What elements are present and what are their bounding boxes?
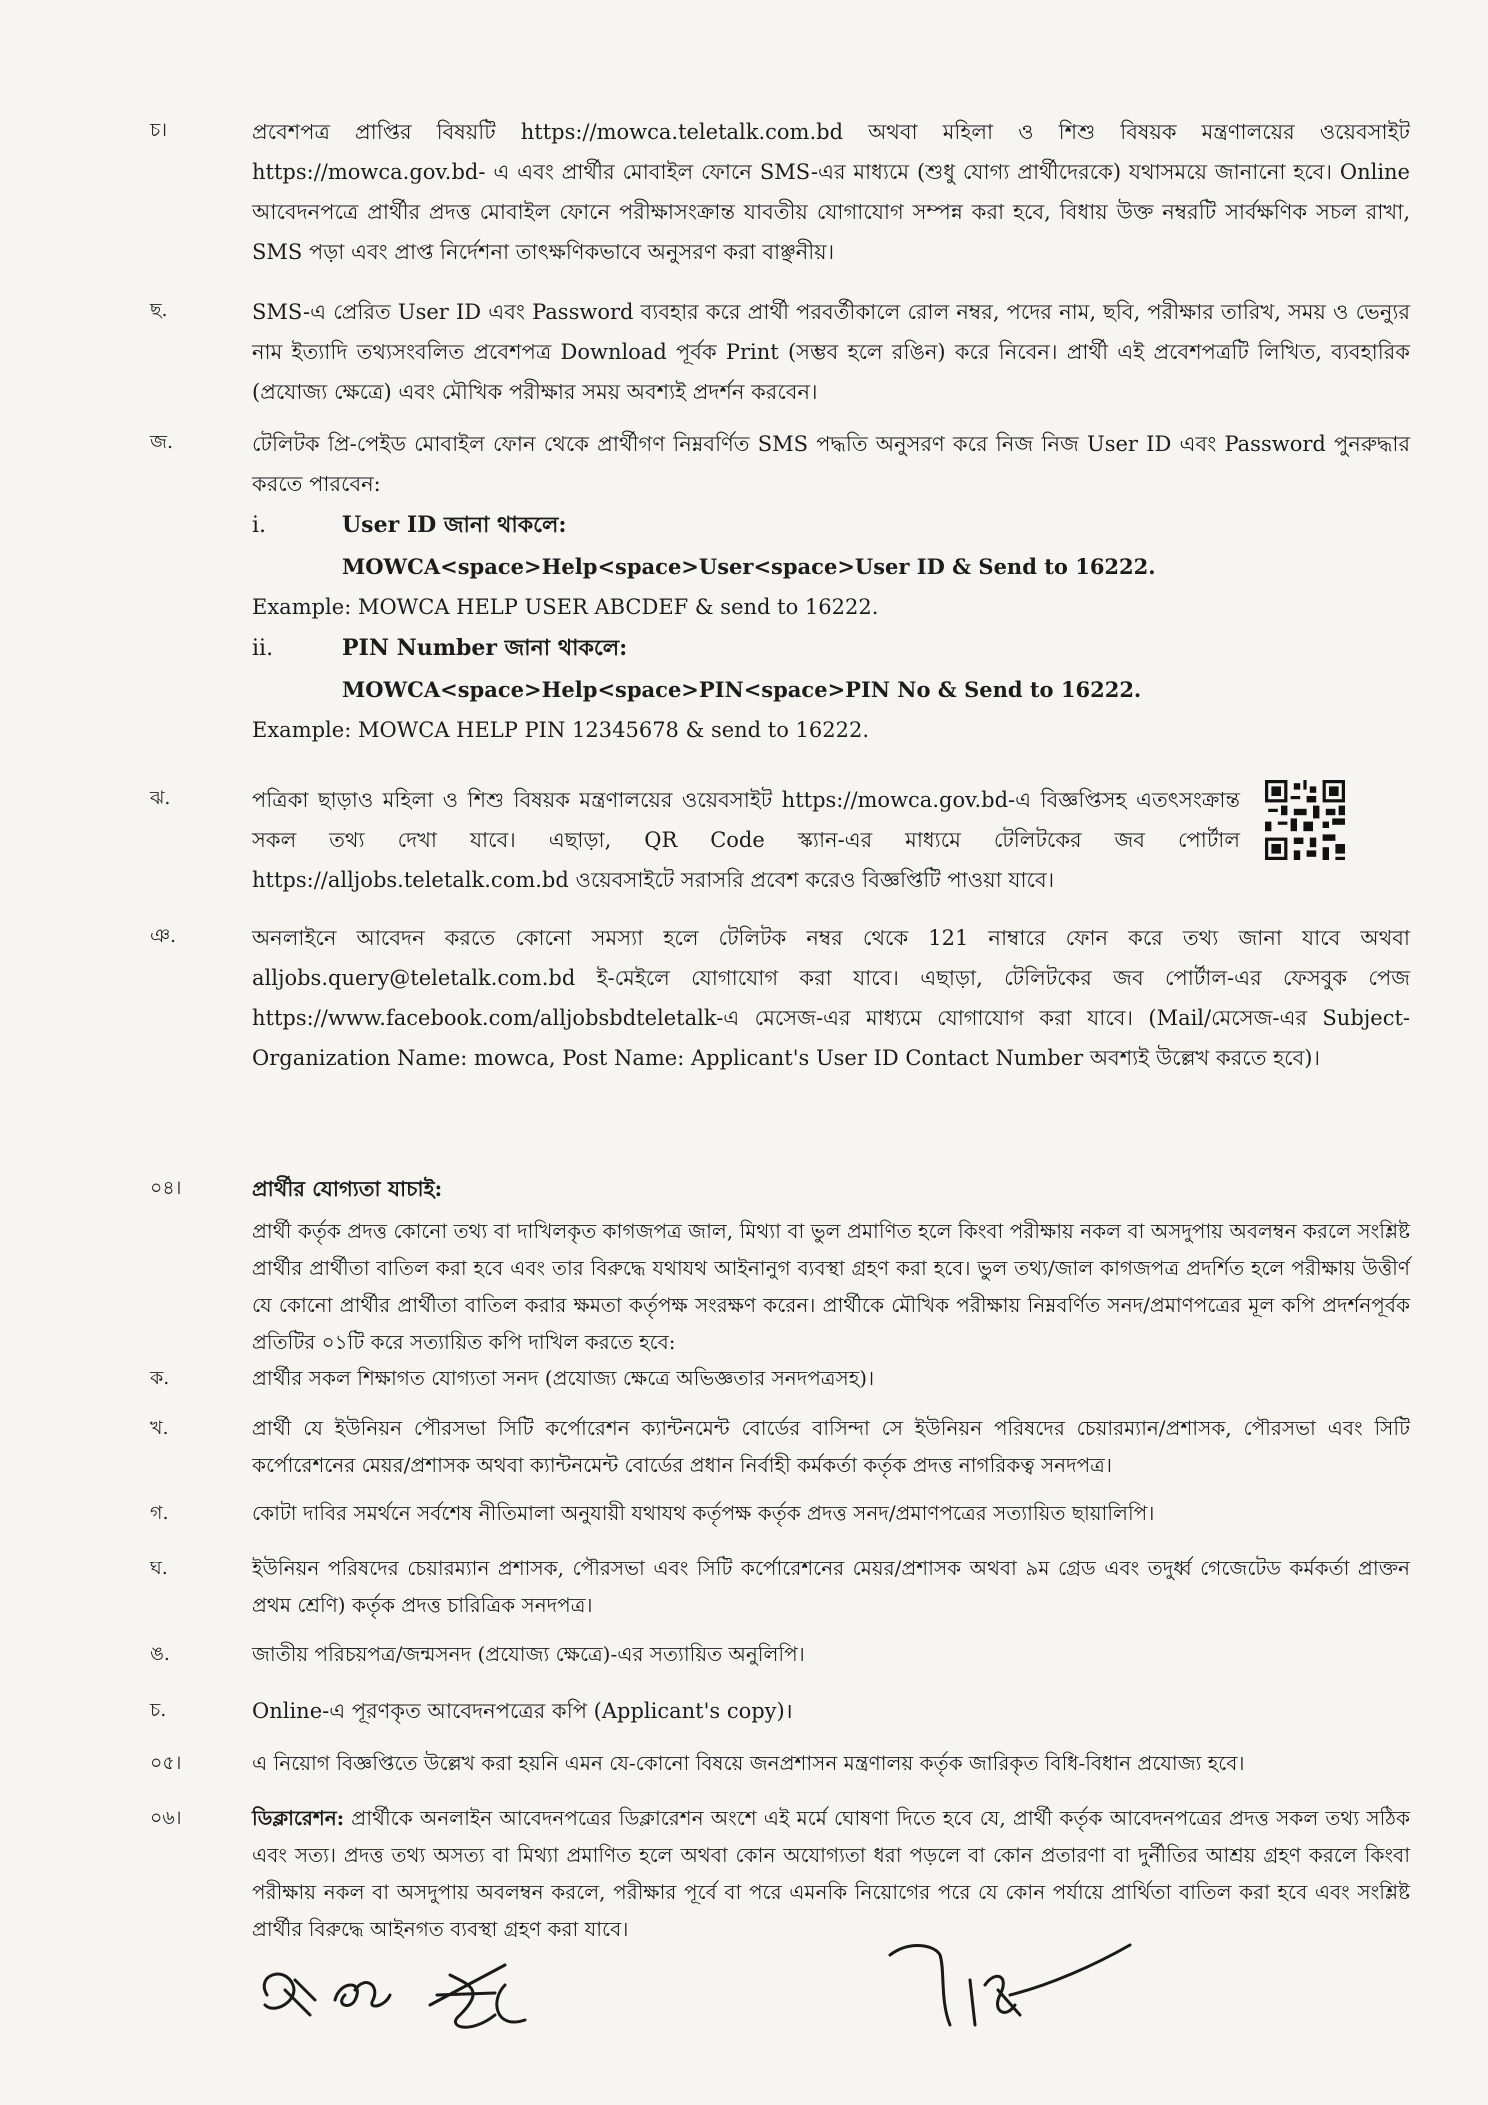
list-marker: চ. bbox=[150, 1699, 167, 1721]
list-text: প্রার্থী যে ইউনিয়ন পৌরসভা সিটি কর্পোরেশন ক্যান্টনমেন্ট বোর্ডের বাসিন্দা সে ইউনিয়ন পরিষদের চেয়ারম্যান/প্রশাসক, পৌরসভা এবং সিটি কর্পোরেশনের মেয়র/প্রশাসক অথবা ক্যান্টনমেন্ট বোর্ডের প্রধান নির্বাহী কর্মকর্তা কর্তৃক প্রদত্ত নাগরিকত্ব সনদপত্র। bbox=[252, 1416, 1410, 1477]
list-marker: ক. bbox=[150, 1367, 170, 1389]
signature-1-icon bbox=[264, 1974, 315, 2015]
list-text: Online-এ পূরণকৃত আবেদনপত্রের কপি (Applicant's copy)। bbox=[252, 1699, 793, 1723]
doc-item-cha bbox=[150, 1692, 1410, 1730]
signature-4-icon bbox=[880, 1925, 1140, 2035]
signature-2-icon bbox=[335, 1983, 390, 2006]
clause-cha bbox=[150, 112, 1410, 272]
signatures-group bbox=[255, 1945, 605, 2045]
clause-ja bbox=[150, 424, 1410, 750]
list-marker: ঙ. bbox=[150, 1643, 170, 1665]
list-marker: গ. bbox=[150, 1502, 169, 1524]
signature-3-icon bbox=[430, 1965, 525, 2027]
clause-marker: ঞ. bbox=[150, 925, 177, 947]
section-number: ০৪। bbox=[150, 1177, 182, 1199]
clause-marker: চ। bbox=[150, 119, 168, 141]
list-text: জাতীয় পরিচয়পত্র/জন্মসনদ (প্রযোজ্য ক্ষেত্রে)-এর সত্যায়িত অনুলিপি। bbox=[252, 1642, 805, 1666]
list-marker: খ. bbox=[150, 1417, 169, 1439]
doc-item-nga bbox=[150, 1636, 1410, 1673]
sub-label: i. bbox=[252, 513, 267, 538]
section-number: ০৬। bbox=[150, 1807, 182, 1829]
doc-item-gha bbox=[150, 1550, 1410, 1624]
declaration-label: ডিক্লারেশন: bbox=[252, 1806, 345, 1830]
clause-text: অনলাইনে আবেদন করতে কোনো সমস্যা হলে টেলিটক নম্বর থেকে 121 নাম্বারে ফোন করে তথ্য জানা যাবে অথবা alljobs.query@teletalk.com.bd ই-মেইলে যোগাযোগ করা যাবে। এছাড়া, টেলিটকের জব পোর্টাল-এর ফেসবুক পেজ https://www.facebook.com/alljobsbdteletalk-এ মেসেজ-এর মাধ্যমে যোগাযোগ করা যাবে। (Mail/মেসেজ-এর Subject- Organization Name: mowca, Post Name: Applicant's User ID Contact Number অবশ্যই উল্লেখ করতে হবে)। bbox=[252, 926, 1410, 1070]
clause-text: টেলিটক প্রি-পেইড মোবাইল ফোন থেকে প্রার্থীগণ নিম্নবর্ণিত SMS পদ্ধতি অনুসরণ করে নিজ নিজ User ID এবং Password পুনরুদ্ধার করতে পারবেন: bbox=[252, 432, 1410, 496]
clause-marker: জ. bbox=[150, 431, 174, 453]
declaration-text: প্রার্থীকে অনলাইন আবেদনপত্রের ডিক্লারেশন অংশে এই মর্মে ঘোষণা দিতে হবে যে, প্রার্থী কর্তৃক আবেদনপত্রের প্রদত্ত সকল তথ্য সঠিক এবং সত্য। প্রদত্ত তথ্য অসত্য বা মিথ্যা প্রমাণিত হলে অথবা কোন অযোগ্যতা ধরা পড়লে বা কোন প্রতারণা বা দুর্নীতির আশ্রয় গ্রহণ করলে কিংবা পরীক্ষায় নকল বা অসদুপায় অবলম্বন করলে, পরীক্ষার পূর্বে বা পরে এমনকি নিয়োগের পরে যে কোন পর্যায়ে প্রার্থিতা বাতিল করা হবে এবং সংশ্লিষ্ট প্রার্থীর বিরুদ্ধে আইনগত ব্যবস্থা গ্রহণ করা যাবে। bbox=[252, 1806, 1410, 1941]
sub-item-pin bbox=[252, 627, 1410, 670]
sub-title: User ID জানা থাকলে: bbox=[342, 512, 567, 538]
sub-label: ii. bbox=[252, 636, 274, 661]
sms-example-pin: Example: MOWCA HELP PIN 12345678 & send to 16222. bbox=[252, 718, 870, 742]
clause-text: পত্রিকা ছাড়াও মহিলা ও শিশু বিষয়ক মন্ত্রণালয়ের ওয়েবসাইট https://mowca.gov.bd-এ বিজ্ঞপ্তিসহ এতৎসংক্রান্ত সকল তথ্য দেখা যাবে। এছাড়া, QR Code স্ক্যান-এর মাধ্যমে টেলিটকের জব পোর্টাল https://alljobs.teletalk.com.bd ওয়েবসাইটে সরাসরি প্রবেশ করেও বিজ্ঞপ্তিটি পাওয়া যাবে। bbox=[252, 788, 1240, 892]
sub-item-user-id bbox=[252, 504, 1410, 547]
section-04-intro: প্রার্থী কর্তৃক প্রদত্ত কোনো তথ্য বা দাখিলকৃত কাগজপত্র জাল, মিথ্যা বা ভুল প্রমাণিত হলে কিংবা পরীক্ষায় নকল বা অসদুপায় অবলম্বন করলে সংশ্লিষ্ট প্রার্থীর প্রার্থীতা বাতিল করা হবে এবং তার বিরুদ্ধে যথাযথ আইনানুগ ব্যবস্থা গ্রহণ করা হবে। ভুল তথ্য/জাল কাগজপত্র প্রদর্শিত হলে পরীক্ষায় উত্তীর্ণ যে কোনো প্রার্থীর প্রার্থীতা বাতিল করার ক্ষমতা কর্তৃপক্ষ সংরক্ষণ করেন। প্রার্থীকে মৌখিক পরীক্ষায় নিম্নবর্ণিত সনদ/প্রমাণপত্রের মূল কপি প্রদর্শনপূর্বক প্রতিটির ০১টি করে সত্যায়িত কপি দাখিল করতে হবে: bbox=[252, 1219, 1410, 1354]
list-text: প্রার্থীর সকল শিক্ষাগত যোগ্যতা সনদ (প্রযোজ্য ক্ষেত্রে অভিজ্ঞতার সনদপত্রসহ)। bbox=[252, 1366, 875, 1390]
qr-code-icon bbox=[1265, 780, 1345, 860]
clause-text: SMS-এ প্রেরিত User ID এবং Password ব্যবহার করে প্রার্থী পরবর্তীকালে রোল নম্বর, পদের নাম, ছবি, পরীক্ষার তারিখ, সময় ও ভেন্যুর নাম ইত্যাদি তথ্যসংবলিত প্রবেশপত্র Download পূর্বক Print (সম্ভব হলে রঙিন) করে নিবেন। প্রার্থী এই প্রবেশপত্রটি লিখিত, ব্যবহারিক (প্রযোজ্য ক্ষেত্রে) এবং মৌখিক পরীক্ষার সময় অবশ্যই প্রদর্শন করবেন। bbox=[252, 300, 1410, 404]
section-05 bbox=[150, 1745, 1410, 1782]
clause-marker: ঝ. bbox=[150, 787, 171, 809]
doc-item-ka bbox=[150, 1360, 1410, 1397]
doc-item-kha bbox=[150, 1410, 1410, 1484]
list-text: কোটা দাবির সমর্থনে সর্বশেষ নীতিমালা অনুযায়ী যথাযথ কর্তৃপক্ষ কর্তৃক প্রদত্ত সনদ/প্রমাণপত্রের সত্যায়িত ছায়ালিপি। bbox=[252, 1501, 1155, 1525]
sub-title: PIN Number জানা থাকলে: bbox=[342, 635, 628, 661]
sms-code-pin: MOWCA<space>Help<space>PIN<space>PIN No & Send to 16222. bbox=[342, 677, 1142, 702]
list-text: ইউনিয়ন পরিষদের চেয়ারম্যান প্রশাসক, পৌরসভা এবং সিটি কর্পোরেশনের মেয়র/প্রশাসক অথবা ৯ম গ্রেড এবং তদুর্ধ্ব গেজেটেড কর্মকর্তা প্রাক্তন প্রথম শ্রেণি) কর্তৃক প্রদত্ত চারিত্রিক সনদপত্র। bbox=[252, 1556, 1410, 1617]
clause-chha bbox=[150, 292, 1410, 412]
doc-item-ga bbox=[150, 1495, 1410, 1532]
clause-marker: ছ. bbox=[150, 299, 168, 321]
list-marker: ঘ. bbox=[150, 1557, 168, 1579]
section-title: প্রার্থীর যোগ্যতা যাচাই: bbox=[252, 1176, 443, 1201]
sms-code-user-id: MOWCA<space>Help<space>User<space>User ID & Send to 16222. bbox=[342, 554, 1156, 579]
clause-jha bbox=[150, 780, 1240, 900]
section-number: ০৫। bbox=[150, 1752, 182, 1774]
section-04-heading bbox=[150, 1172, 1410, 1206]
section-06 bbox=[150, 1800, 1410, 1948]
clause-text: প্রবেশপত্র প্রাপ্তির বিষয়টি https://mowca.teletalk.com.bd অথবা মহিলা ও শিশু বিষয়ক মন্ত্রণালয়ের ওয়েবসাইট https://mowca.gov.bd- এ এবং প্রার্থীর মোবাইল ফোনে SMS-এর মাধ্যমে (শুধু যোগ্য প্রার্থীদেরকে) যথাসময়ে জানানো হবে। Online আবেদনপত্রে প্রার্থীর প্রদত্ত মোবাইল ফোনে পরীক্ষাসংক্রান্ত যাবতীয় যোগাযোগ সম্পন্ন করা হবে, বিধায় উক্ত নম্বরটি সার্বক্ষণিক সচল রাখা, SMS পড়া এবং প্রাপ্ত নির্দেশনা তাৎক্ষণিকভাবে অনুসরণ করা বাঞ্ছনীয়। bbox=[252, 120, 1410, 264]
section-text: এ নিয়োগ বিজ্ঞপ্তিতে উল্লেখ করা হয়নি এমন যে-কোনো বিষয়ে জনপ্রশাসন মন্ত্রণালয় কর্তৃক জারিকৃত বিধি-বিধান প্রযোজ্য হবে। bbox=[252, 1751, 1245, 1775]
clause-nya bbox=[150, 918, 1410, 1078]
sms-example-user-id: Example: MOWCA HELP USER ABCDEF & send to 16222. bbox=[252, 595, 879, 619]
